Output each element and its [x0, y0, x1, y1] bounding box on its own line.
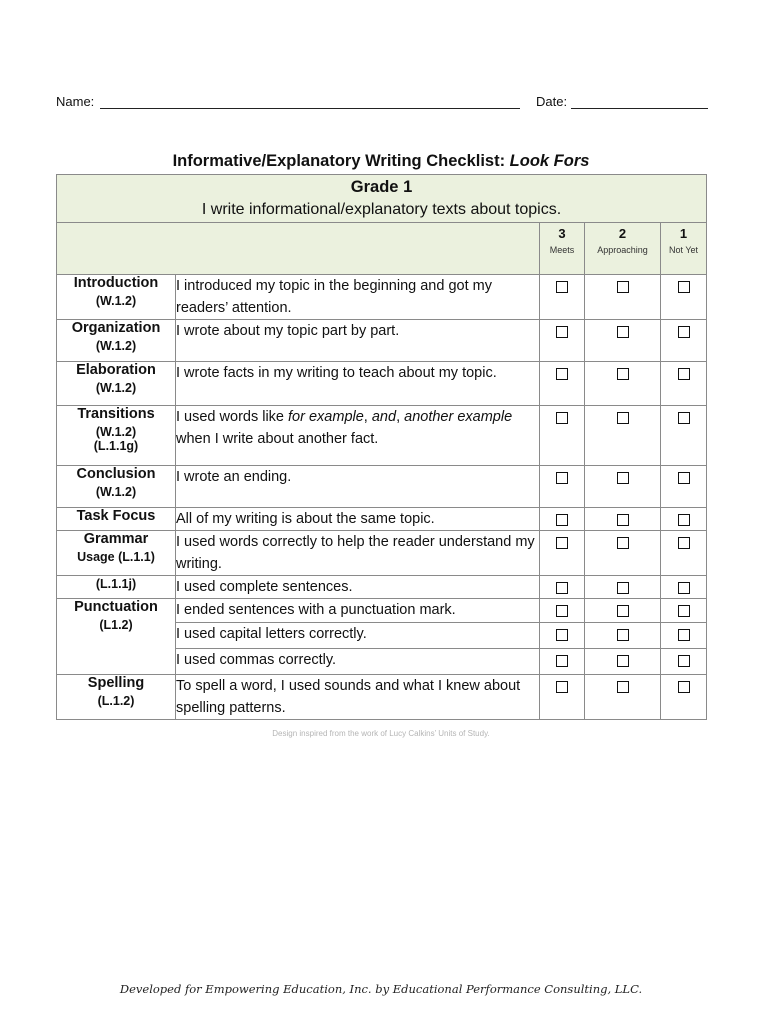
table-row [57, 275, 707, 320]
category-cell: (L.1.1j) [57, 576, 176, 599]
category-cell: Elaboration (W.1.2) [57, 362, 176, 406]
checkbox-not-yet[interactable] [678, 605, 690, 617]
checkbox-approaching[interactable] [617, 681, 629, 693]
checkbox-approaching[interactable] [617, 472, 629, 484]
description-cell: I used capital letters correctly. [176, 623, 540, 649]
checkbox-approaching[interactable] [617, 281, 629, 293]
category-cell: Punctuation (L1.2) [57, 599, 176, 675]
checkbox-approaching[interactable] [617, 629, 629, 641]
category-cell: Organization (W.1.2) [57, 320, 176, 362]
design-credit: Design inspired from the work of Lucy Calkins’ Units of Study. [272, 729, 490, 738]
header-fields [56, 92, 708, 112]
page-title: Informative/Explanatory Writing Checklist: Look Fors [172, 152, 590, 170]
checkbox-approaching[interactable] [617, 514, 629, 526]
checkbox-not-yet[interactable] [678, 281, 690, 293]
checkbox-meets[interactable] [556, 681, 568, 693]
category-cell: Conclusion (W.1.2) [57, 466, 176, 508]
checklist-table [56, 174, 707, 720]
name-field[interactable] [100, 108, 520, 109]
table-row [57, 466, 707, 508]
description-cell: I wrote facts in my writing to teach about my topic. [176, 362, 540, 406]
table-row [57, 362, 707, 406]
description-cell: All of my writing is about the same topic. [176, 508, 540, 531]
checkbox-not-yet[interactable] [678, 514, 690, 526]
checkbox-meets[interactable] [556, 472, 568, 484]
category-cell: Grammar Usage (L.1.1) [57, 531, 176, 576]
table-row [57, 320, 707, 362]
score-header-1: 1 Not Yet [661, 223, 707, 275]
header-blank [57, 223, 540, 275]
page-footer: Developed for Empowering Education, Inc. by Educational Performance Consulting, LLC. [119, 982, 643, 996]
score-header-2: 2 Approaching [585, 223, 661, 275]
grade-label: Grade 1 [350, 178, 413, 196]
description-cell: I introduced my topic in the beginning and got my readers’ attention. [176, 275, 540, 320]
checkbox-not-yet[interactable] [678, 629, 690, 641]
table-row [57, 406, 707, 466]
grade-banner [57, 175, 707, 223]
checkbox-not-yet[interactable] [678, 472, 690, 484]
date-label: Date: [536, 94, 568, 109]
checkbox-meets[interactable] [556, 605, 568, 617]
checkbox-not-yet[interactable] [678, 655, 690, 667]
description-cell: I used words correctly to help the reader understand my writing. [176, 531, 540, 576]
description-cell: I wrote about my topic part by part. [176, 320, 540, 362]
checkbox-approaching[interactable] [617, 368, 629, 380]
table-row [57, 508, 707, 531]
checkbox-approaching[interactable] [617, 326, 629, 338]
checkbox-not-yet[interactable] [678, 326, 690, 338]
checkbox-not-yet[interactable] [678, 537, 690, 549]
checkbox-meets[interactable] [556, 412, 568, 424]
category-cell: Introduction (W.1.2) [57, 275, 176, 320]
description-cell: I ended sentences with a punctuation mark. [176, 599, 540, 623]
checkbox-not-yet[interactable] [678, 582, 690, 594]
category-cell: Spelling (L.1.2) [57, 675, 176, 720]
checkbox-approaching[interactable] [617, 582, 629, 594]
table-row [57, 675, 707, 720]
checkbox-meets[interactable] [556, 368, 568, 380]
checkbox-approaching[interactable] [617, 655, 629, 667]
description-cell: I used words like for example, and, another example when I write about another fact. [176, 406, 540, 466]
description-cell: I used complete sentences. [176, 576, 540, 599]
checkbox-meets[interactable] [556, 514, 568, 526]
checkbox-meets[interactable] [556, 537, 568, 549]
checkbox-meets[interactable] [556, 582, 568, 594]
checkbox-approaching[interactable] [617, 537, 629, 549]
checkbox-approaching[interactable] [617, 605, 629, 617]
banner-subtitle: I write informational/explanatory texts about topics. [201, 201, 562, 218]
score-header-3: 3 Meets [540, 223, 585, 275]
checkbox-meets[interactable] [556, 326, 568, 338]
category-cell: Transitions (W.1.2) (L.1.1g) [57, 406, 176, 466]
checkbox-approaching[interactable] [617, 412, 629, 424]
name-label: Name: [56, 94, 95, 109]
category-cell: Task Focus [57, 508, 176, 531]
description-cell: To spell a word, I used sounds and what I knew about spelling patterns. [176, 675, 540, 720]
table-row [57, 576, 707, 599]
checkbox-meets[interactable] [556, 655, 568, 667]
checkbox-meets[interactable] [556, 281, 568, 293]
table-row [57, 599, 707, 623]
checkbox-not-yet[interactable] [678, 368, 690, 380]
description-cell: I wrote an ending. [176, 466, 540, 508]
checkbox-meets[interactable] [556, 629, 568, 641]
table-row [57, 531, 707, 576]
checkbox-not-yet[interactable] [678, 681, 690, 693]
description-cell: I used commas correctly. [176, 649, 540, 675]
checkbox-not-yet[interactable] [678, 412, 690, 424]
date-field[interactable] [571, 108, 708, 109]
